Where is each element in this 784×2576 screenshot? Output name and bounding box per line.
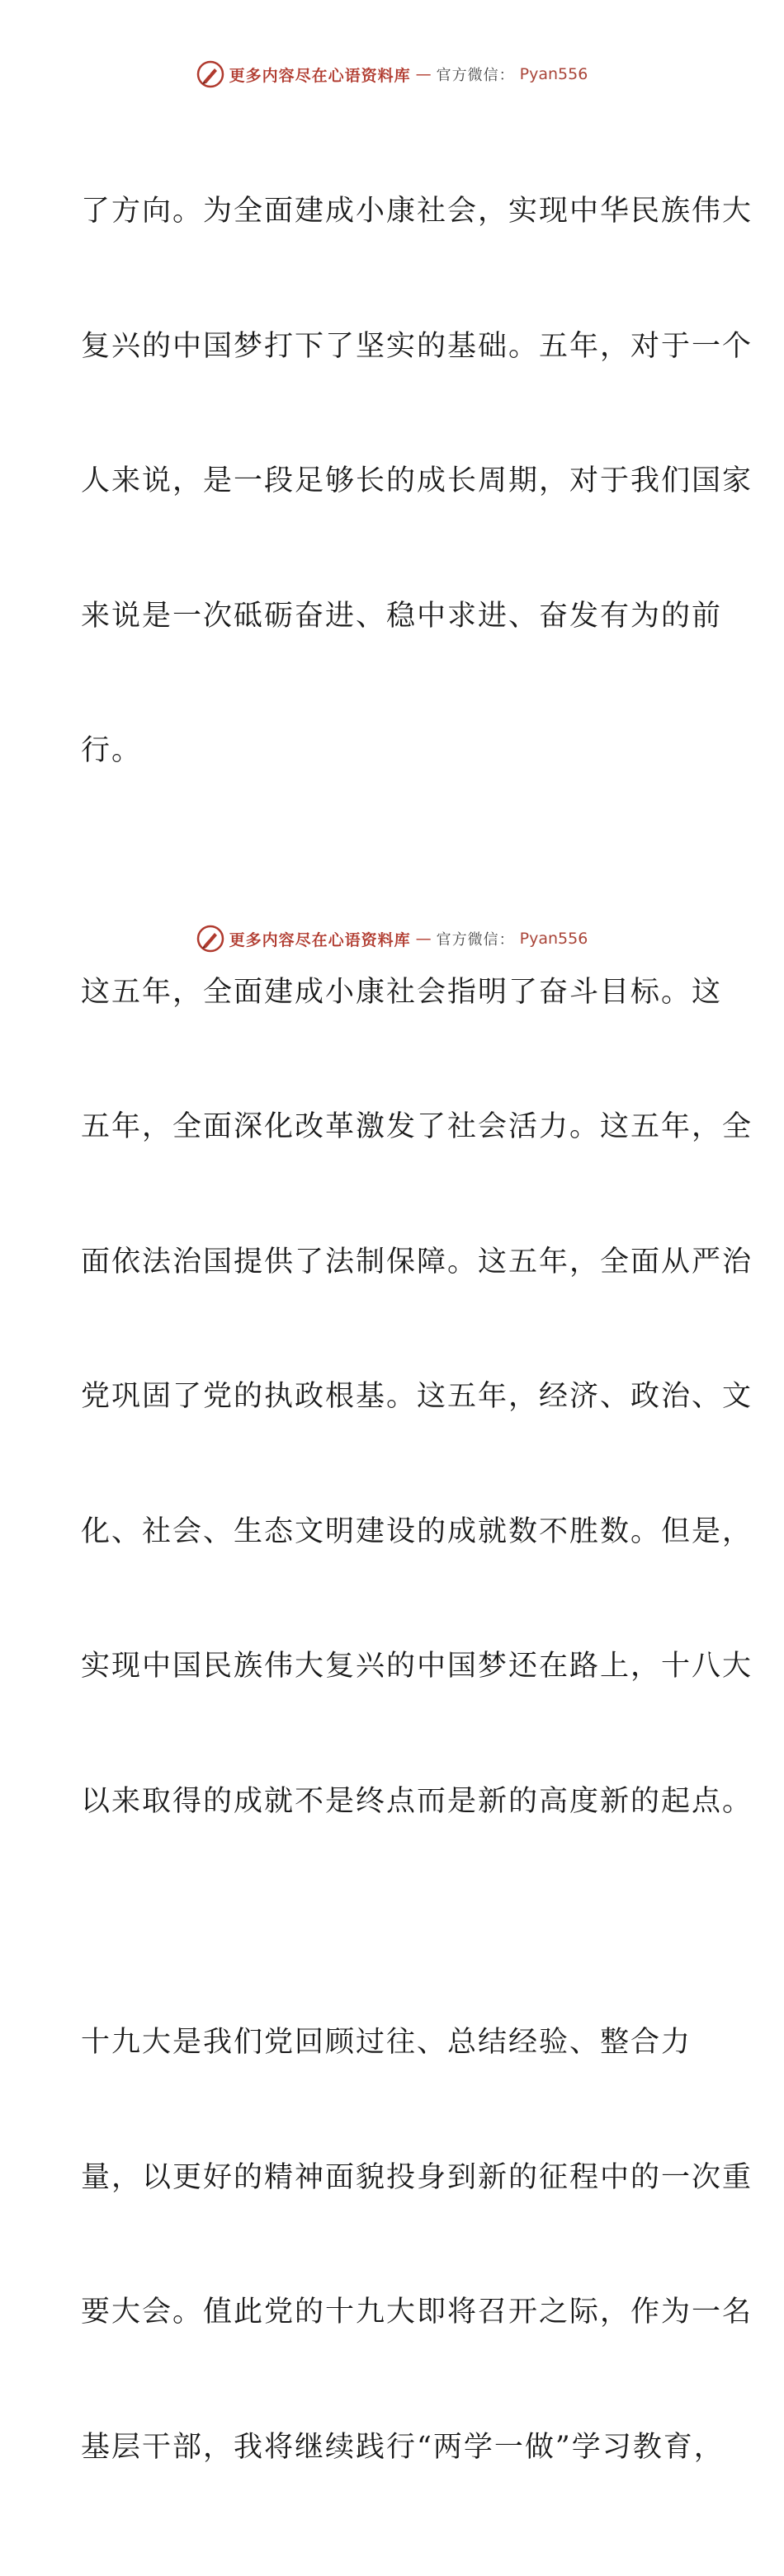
header-banner[interactable] — [0, 58, 784, 91]
text-line: 要大会。值此党的十九大即将召开之际，作为一名 — [81, 2296, 753, 2329]
text-line: 人来说，是一段足够长的成长周期，对于我们国家 — [81, 464, 753, 497]
footer-banner-wechat-id: Pyan556 — [519, 930, 588, 948]
text-line: 量，以更好的精神面貌投身到新的征程中的一次重 — [81, 2160, 753, 2194]
pen-logo-icon — [196, 925, 224, 953]
text-line: 实现中国民族伟大复兴的中国梦还在路上，十八大 — [81, 1650, 753, 1683]
footer-banner-text: 更多内容尽在心语资料库 — [229, 930, 411, 949]
header-banner-text: 更多内容尽在心语资料库 — [229, 66, 411, 85]
paragraph-3 — [81, 1930, 753, 2560]
text-line: 来说是一次砥砺奋进、稳中求进、奋发有为的前 — [81, 599, 723, 633]
footer-banner-dash: — — [415, 930, 432, 948]
text-line: 复兴的中国梦打下了坚实的基础。五年，对于一个 — [81, 329, 753, 363]
text-line: 化、社会、生态文明建设的成就数不胜数。但是， — [81, 1514, 753, 1548]
footer-banner[interactable] — [0, 922, 784, 955]
footer-banner-wechat-label: 官方微信： — [436, 931, 515, 949]
text-line: 行。 — [81, 734, 143, 767]
text-line: 十九大是我们党回顾过往、总结经验、整合力 — [81, 2026, 692, 2059]
header-banner-wechat-label: 官方微信： — [436, 67, 515, 84]
text-line: 面依法治国提供了法制保障。这五年，全面从严治 — [81, 1245, 753, 1279]
paragraph-1 — [81, 99, 753, 864]
header-banner-dash: — — [415, 65, 432, 83]
text-line: 基层干部，我将继续践行“两学一做”学习教育， — [81, 2430, 725, 2464]
text-line: 五年，全面深化改革激发了社会活力。这五年，全 — [81, 1110, 753, 1143]
text-line: 党巩固了党的执政根基。这五年，经济、政治、文 — [81, 1380, 753, 1413]
text-line: 这五年，全面建成小康社会指明了奋斗目标。这 — [81, 975, 723, 1009]
paragraph-2 — [81, 880, 753, 1914]
document-body — [81, 99, 753, 2576]
pen-logo-icon — [196, 60, 224, 88]
text-line: 了方向。为全面建成小康社会，实现中华民族伟大 — [81, 195, 753, 228]
header-banner-wechat-id: Pyan556 — [519, 65, 588, 83]
text-line: 以来取得的成就不是终点而是新的高度新的起点。 — [81, 1784, 753, 1818]
